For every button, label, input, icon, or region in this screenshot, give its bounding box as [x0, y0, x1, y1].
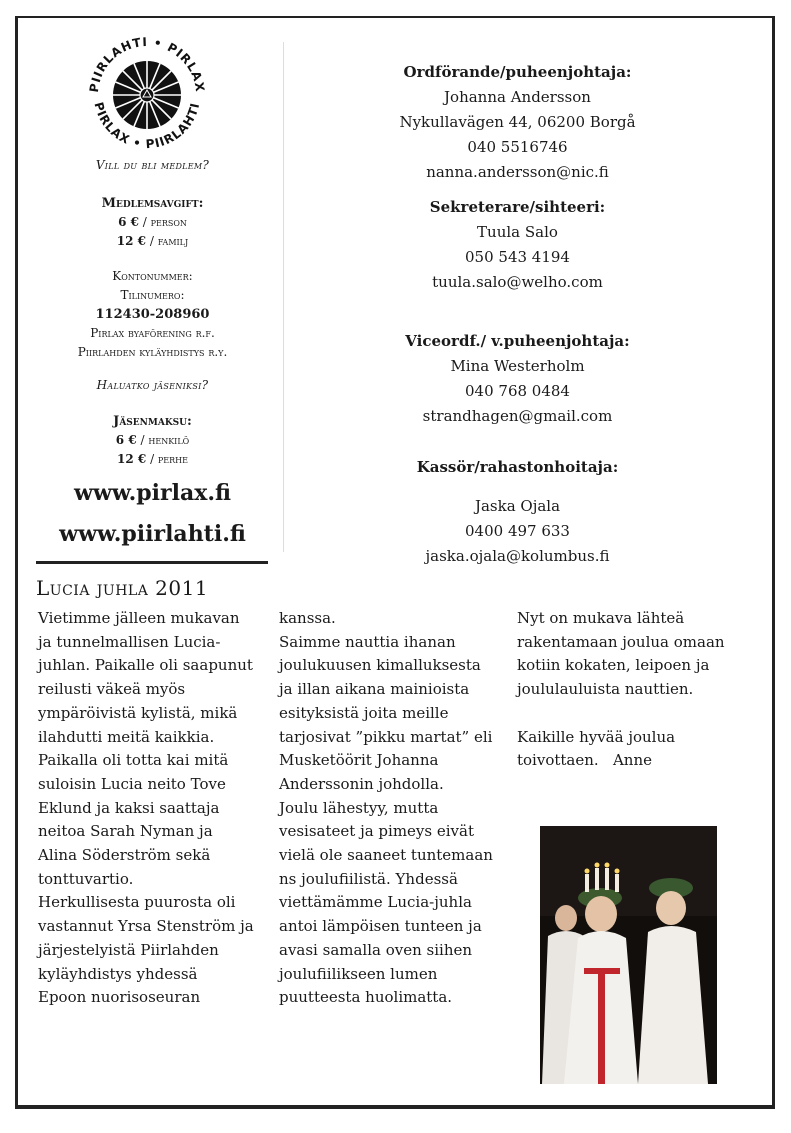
membership-fee-finnish	[30, 412, 275, 469]
article-line: Vietimme jälleen mukavan	[38, 609, 240, 627]
article-line	[517, 702, 757, 726]
article-line: Musketöörit Johanna	[279, 751, 439, 770]
article-line: viettämämme Lucia-juhla	[279, 893, 472, 912]
contact-email[interactable]: tuula.salo@welho.com	[432, 273, 603, 291]
section-divider	[36, 561, 268, 564]
fee-person-amount: 6 €	[115, 433, 137, 447]
article-line: toivottaen. Anne	[517, 751, 652, 770]
article-line: rakentamaan joulua omaan	[517, 632, 725, 651]
article-line: suloisin Lucia neito Tove	[38, 774, 226, 793]
lucia-celebration-photo-icon	[540, 826, 717, 1084]
article-line: ns joulufiilistä. Yhdessä	[279, 869, 458, 888]
article-line: puutteesta huolimatta.	[279, 988, 453, 1007]
pirlax-windmill-logo-icon	[82, 30, 212, 160]
fee-heading: Medlemsavgift:	[101, 196, 204, 211]
article-column-1	[38, 607, 274, 1010]
contact-treasurer	[395, 455, 640, 569]
article-line: juhlan. Paikalle oli saapunut	[38, 656, 253, 675]
fee-family-unit: / perhe	[150, 452, 188, 466]
contact-chairman	[395, 60, 640, 185]
article-line: Eklund ja kaksi saattaja	[38, 798, 220, 817]
article-line: vielä ole saaneet tuntemaan	[279, 846, 493, 865]
article-line: Alina Söderström sekä	[38, 846, 211, 865]
article-line: Epoon nuorisoseuran	[38, 988, 201, 1007]
contact-email[interactable]: strandhagen@gmail.com	[422, 407, 613, 425]
article-line: ja tunnelmallisen Lucia-	[38, 632, 221, 651]
account-number: 112430-208960	[95, 307, 210, 322]
fee-family-amount: 12 €	[116, 234, 147, 248]
article-line: tonttuvartio.	[38, 869, 134, 888]
contact-role: Sekreterare/sihteeri:	[429, 198, 606, 216]
contact-role: Ordförande/puheenjohtaja:	[403, 63, 632, 81]
contact-name: Mina Westerholm	[450, 357, 585, 375]
article-line: Kaikille hyvää joulua	[517, 727, 676, 746]
article-line: Joulu lähestyy, mutta	[279, 798, 439, 817]
article-line: vastannut Yrsa Stenström ja	[38, 917, 254, 936]
article-line: tarjosivat ”pikku martat” eli	[279, 727, 493, 746]
join-tagline-swedish: Vill du bli medlem?	[95, 158, 210, 172]
fee-heading: Jäsenmaksu:	[113, 414, 192, 429]
article-line: Paikalla oli totta kai mitä	[38, 751, 229, 770]
join-tagline-finnish: Haluatko jäseniksi?	[96, 378, 209, 392]
account-holder-finnish: Piirlahden kyläyhdistys r.y.	[77, 345, 228, 359]
membership-fee-swedish	[30, 194, 275, 251]
fee-person-unit: / person	[142, 215, 187, 229]
article-column-2	[279, 607, 515, 1010]
article-line: joulukuusen kimalluksesta	[279, 656, 481, 675]
article-line: reilusti väkeä myös	[38, 680, 186, 699]
logo-ring-top-text: PIIRLAHTI • PIRLAX	[86, 34, 208, 94]
contact-phone: 040 5516746	[467, 138, 568, 156]
contact-email[interactable]: nanna.andersson@nic.fi	[426, 163, 609, 181]
article-line: vesisateet ja pimeys eivät	[279, 822, 474, 841]
contact-email[interactable]: jaska.ojala@kolumbus.fi	[425, 547, 610, 565]
contact-role: Kassör/rahastonhoitaja:	[416, 458, 619, 476]
article-column-3	[517, 607, 757, 773]
article-line: esityksistä joita meille	[279, 703, 449, 722]
article-line: joulufiilikseen lumen	[279, 964, 438, 983]
fee-person-amount: 6 €	[118, 215, 139, 229]
contact-name: Johanna Andersson	[444, 88, 591, 106]
article-line: avasi samalla oven siihen	[279, 940, 473, 959]
article-line: kotiin kokaten, leipoen ja	[517, 656, 710, 675]
contact-secretary	[395, 195, 640, 295]
contact-address: Nykullavägen 44, 06200 Borgå	[399, 113, 636, 131]
contact-name: Tuula Salo	[477, 223, 558, 241]
article-line: Herkullisesta puurosta oli	[38, 893, 236, 912]
account-info	[30, 267, 275, 362]
website-link-piirlahti[interactable]: www.piirlahti.fi	[59, 521, 246, 547]
column-separator	[283, 42, 284, 552]
account-heading-swedish: Kontonummer:	[112, 269, 193, 283]
article-line: antoi lämpöisen tunteen ja	[279, 917, 482, 936]
article-line: Saimme nauttia ihanan	[279, 632, 456, 651]
article-line: ja illan aikana mainioista	[279, 680, 470, 699]
contact-phone: 0400 497 633	[465, 522, 570, 540]
fee-person-unit: / henkilö	[140, 433, 190, 447]
article-line: ympäröivistä kylistä, mikä	[38, 703, 238, 722]
article-line: ilahdutti meitä kaikkia.	[38, 727, 215, 746]
contact-vice-chairman	[395, 329, 640, 429]
article-line: kanssa.	[279, 609, 336, 627]
contact-role: Viceordf./ v.puheenjohtaja:	[405, 332, 630, 350]
account-holder-swedish: Pirlax byaförening r.f.	[90, 326, 215, 340]
article-line: Nyt on mukava lähteä	[517, 609, 685, 627]
fee-family-unit: / familj	[149, 234, 189, 248]
article-title: Lucia juhla 2011	[36, 576, 209, 600]
contact-phone: 040 768 0484	[465, 382, 570, 400]
article-line: kyläyhdistys yhdessä	[38, 964, 198, 983]
lucia-photo	[540, 826, 717, 1084]
article-line: joululauluista nauttien.	[517, 680, 694, 699]
article-line: järjestelyistä Piirlahden	[38, 940, 219, 959]
article-line: neitoa Sarah Nyman ja	[38, 822, 213, 841]
contact-phone: 050 543 4194	[465, 248, 570, 266]
account-heading-finnish: Tilinumero:	[120, 288, 185, 302]
contact-name: Jaska Ojala	[474, 497, 561, 515]
fee-family-amount: 12 €	[117, 452, 147, 466]
article-line: Anderssonin johdolla.	[279, 774, 444, 793]
logo-ring-bottom-text: PIRLAX • PIIRLAHTI	[91, 100, 203, 152]
website-link-pirlax[interactable]: www.pirlax.fi	[74, 480, 231, 506]
